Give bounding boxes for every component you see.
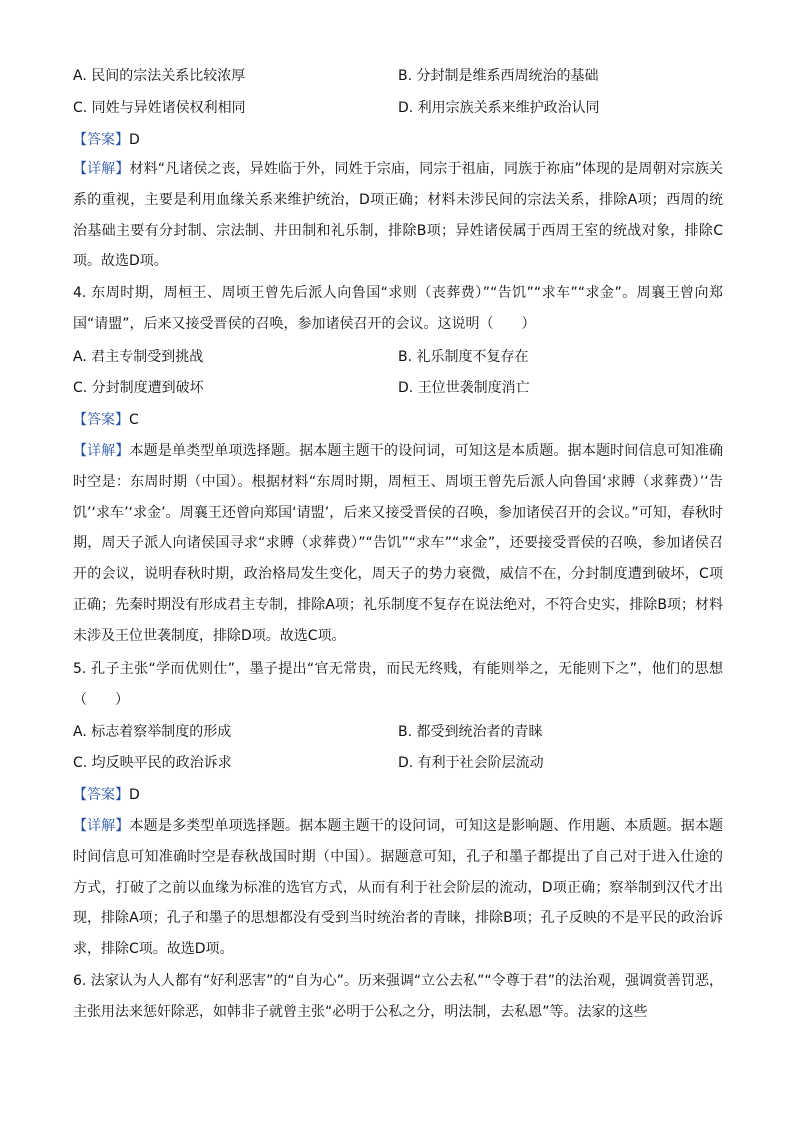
q6-stem: 6. 法家认为人人都有“好利恶害”的“自为心”。历来强调“立公去私”“令尊于君”的法治观，强调赏善罚恶，主张用法来惩奸除恶，如韩非子就曾主张“必明于公私之分，明法制，去私恩”等。法家的这些 <box>73 973 723 1020</box>
detail-text: 本题是多类型单项选择题。据本题主题干的设问词，可知这是影响题、作用题、本质题。据本题时间信息可知准确时空是春秋战国时期（中国）。据题意可知，孔子和墨子都提出了自己对于进入仕途的方式，打破了之前以血缘为标准的选官方式，从而有利于社会阶层的流动，D项正确；察举制到汉代才出现，排除A项；孔子和墨子的思想都没有受到当时统治者的青睐，排除B项；孔子反映的不是平民的政治诉求，排除C项。故选D项。 <box>73 818 724 958</box>
q4-option-b: B. 礼乐制度不复存在 <box>398 349 529 365</box>
q3-options-row-2 <box>73 96 733 120</box>
q4-answer <box>73 408 139 432</box>
detail-text: 材料“凡诸侯之丧，异姓临于外，同姓于宗庙，同宗于祖庙，同族于祢庙”体现的是周朝对宗族关系的重视，主要是利用血缘关系来维护统治，D项正确；材料未涉民间的宗法关系，排除A项；西周的统治基础主要有分封制、宗法制、井田制和礼乐制，排除B项；异姓诸侯属于西周王室的统战对象，排除C项。故选D项。 <box>73 161 723 270</box>
q5-options-row-1 <box>73 720 733 744</box>
q3-option-d: D. 利用宗族关系来维护政治认同 <box>398 100 600 116</box>
answer-value: D <box>129 787 140 803</box>
q4-option-d: D. 王位世袭制度消亡 <box>398 380 530 396</box>
q5-option-b: B. 都受到统治者的青睐 <box>398 724 543 740</box>
answer-value: D <box>129 132 140 148</box>
q5-option-c: C. 均反映平民的政治诉求 <box>73 755 232 771</box>
detail-tag: 【详解】 <box>73 161 130 177</box>
answer-tag: 【答案】 <box>73 787 129 803</box>
q5-stem: 5. 孔子主张“学而优则仕”，墨子提出“官无常贵，而民无终贱，有能则举之，无能则下之”，他们的思想（ ） <box>73 661 723 708</box>
q3-detail <box>73 154 723 277</box>
answer-value: C <box>129 412 139 428</box>
q5-option-d: D. 有利于社会阶层流动 <box>398 755 544 771</box>
q4-detail <box>73 436 723 652</box>
q5-option-a: A. 标志着察举制度的形成 <box>73 724 232 740</box>
q5-answer <box>73 783 140 807</box>
q3-option-b: B. 分封制是维系西周统治的基础 <box>398 68 599 84</box>
q5-options-row-2 <box>73 751 733 775</box>
q4-options-row-2 <box>73 376 733 400</box>
q3-option-c: C. 同姓与异姓诸侯权利相同 <box>73 100 246 116</box>
detail-tag: 【详解】 <box>73 818 130 834</box>
q3-option-a: A. 民间的宗法关系比较浓厚 <box>73 68 246 84</box>
answer-tag: 【答案】 <box>73 132 129 148</box>
q4-option-a: A. 君主专制受到挑战 <box>73 349 204 365</box>
q4-stem: 4. 东周时期，周桓王、周顷王曾先后派人向鲁国“求则（丧葬费）”“告饥”“求车”“求金”。周襄王曾向郑国“请盟”，后来又接受晋侯的召唤，参加诸侯召开的会议。这说明（ ） <box>73 285 723 332</box>
answer-tag: 【答案】 <box>73 412 129 428</box>
q4-option-c: C. 分封制度遭到破坏 <box>73 380 204 396</box>
detail-text: 本题是单类型单项选择题。据本题主题干的设问词，可知这是本质题。据本题时间信息可知准确时空是：东周时期（中国）。根据材料“东周时期，周桓王、周顷王曾先后派人向鲁国‘求賻（求葬费）’‘告饥’‘求车’‘求金’。周襄王还曾向郑国‘请盟’，后来又接受晋侯的召唤，参加诸侯召开的会议。”可知，春秋时期，周天子派人向诸侯国寻求“求賻（求葬费）”“告饥”“求车”“求金”，还要接受晋侯的召唤，参加诸侯召开的会议，说明春秋时期，政治格局发生变化，周天子的势力衰微，威信不在，分封制度遭到破坏，C项正确；先秦时期没有形成君主专制，排除A项；礼乐制度不复存在说法绝对，不符合史实，排除B项；材料未涉及王位世袭制度，排除D项。故选C项。 <box>73 443 724 644</box>
detail-tag: 【详解】 <box>73 443 130 459</box>
q3-answer <box>73 128 140 152</box>
q3-options-row-1 <box>73 64 733 88</box>
q5-detail <box>73 811 723 965</box>
q4-options-row-1 <box>73 345 733 369</box>
